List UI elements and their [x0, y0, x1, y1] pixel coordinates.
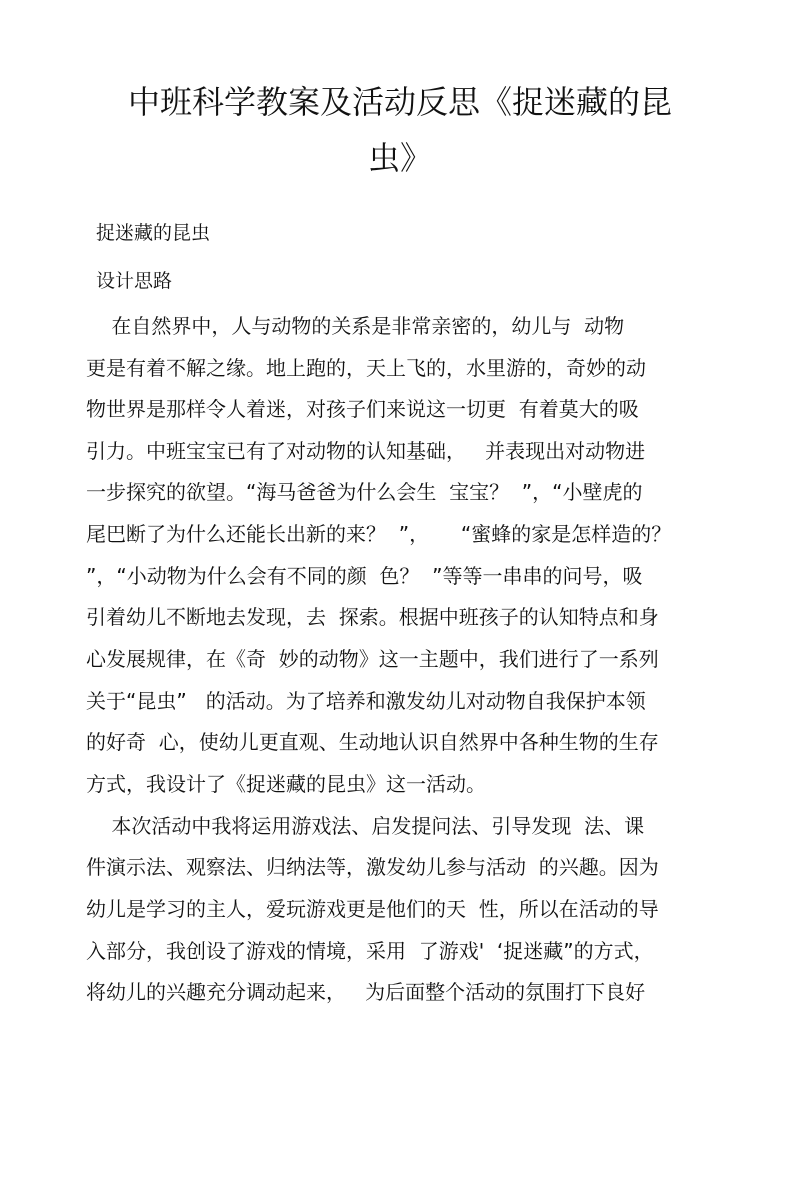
paragraph-1-line: 尾巴断了为什么还能长出新的来？ ”， “蜜蜂的家是怎样造的？	[86, 522, 672, 546]
paragraph-1-line: 心发展规律，在《奇 妙的动物》这一主题中，我们进行了一系列	[86, 647, 659, 671]
paragraph-2-line: 将幼儿的兴趣充分调动起来， 为后面整个活动的氛围打下良好	[86, 980, 646, 1004]
paragraph-2-line: 件演示法、观察法、归纳法等，激发幼儿参与活动 的兴趣。因为	[86, 855, 659, 879]
design-label: 设计思路	[96, 270, 173, 292]
paragraph-2-line: 幼儿是学习的主人，爱玩游戏更是他们的天 性，所以在活动的导	[86, 897, 659, 921]
document-title	[70, 74, 730, 186]
paragraph-1-line: 的好奇 心，使幼儿更直观、生动地认识自然界中各种生物的生存	[86, 730, 659, 754]
topic-label: 捉迷藏的昆虫	[96, 222, 211, 244]
paragraph-1-line: 更是有着不解之缘。地上跑的，天上飞的，水里游的，奇妙的动	[86, 356, 646, 380]
paragraph-1-line: 物世界是那样令人着迷，对孩子们来说这一切更 有着莫大的吸	[86, 397, 639, 421]
paragraph-1-line: 引着幼儿不断地去发现，去 探索。根据中班孩子的认知特点和身	[86, 605, 659, 629]
title-line-1: 中班科学教案及活动反思《捉迷藏的昆	[127, 83, 672, 121]
paragraph-2-line: 本次活动中我将运用游戏法、启发提问法、引导发现 法、课	[86, 814, 645, 838]
paragraph-1-line: 方式，我设计了《捉迷藏的昆虫》这一活动。	[86, 772, 486, 796]
paragraph-1-line: 一步探究的欲望。“海马爸爸为什么会生 宝宝？ ”，“小壁虎的	[86, 480, 643, 504]
paragraph-1-line: 引力。中班宝宝已有了对动物的认知基础， 并表现出对动物进	[86, 439, 646, 463]
paragraph-1-line: 在自然界中，人与动物的关系是非常亲密的，幼儿与 动物	[86, 314, 625, 338]
paragraph-2-line: 入部分，我创设了游戏的情境，采用 了游戏' ‘捉迷藏”的方式，	[86, 939, 654, 963]
paragraph-1-line: ”，“小动物为什么会有不同的颜 色？ ”等等一串串的问号，吸	[86, 564, 643, 588]
title-line-2: 虫》	[367, 139, 432, 177]
paragraph-1-line: 关于“昆虫” 的活动。为了培养和激发幼儿对动物自我保护本领	[86, 689, 646, 713]
